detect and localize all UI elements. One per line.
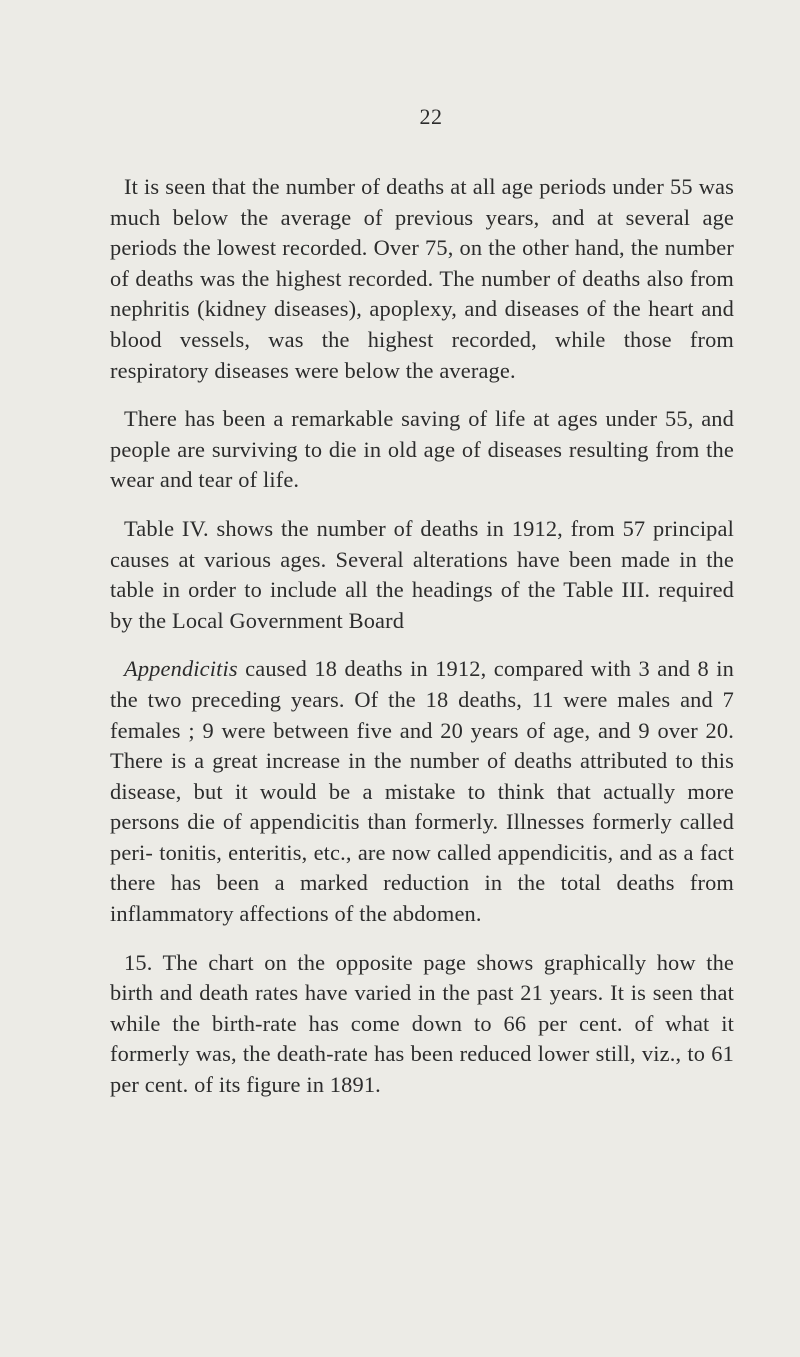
paragraph-text: 15. The chart on the opposite page shows graphically how the birth and death rates have varied in the past 21 years. It is seen that while the birth-rate has come down to 66 per cent. of what it formerly was, the death-rate has been reduced lower still, viz., to 61 per cent. of its figure in 1891. <box>110 949 734 1098</box>
paragraph-deaths-age-periods <box>110 172 734 386</box>
paragraph-text: caused 18 deaths in 1912, compared with 3 and 8 in the two preceding years. Of the 18 deaths, 11 were males and 7 females ; 9 were between five and 20 years of age, and 9 over 20. There is a great increase in the number of deaths attributed to this disease, but it would be a mistake to think that actually more persons die of appendicitis than formerly. Illnesses formerly called peri- tonitis, enteritis, etc., are now called appendicitis, and as a fact there has been a marked reduction in the total deaths from inflammatory affections of the abdomen. <box>110 656 734 927</box>
paragraph-saving-of-life <box>110 404 734 496</box>
paragraph-text: There has been a remarkable saving of life at ages under 55, and people are surviving to die in old age of diseases resulting from the wear and tear of life. <box>110 406 734 493</box>
paragraph-birth-death-rates <box>110 948 734 1101</box>
body-text <box>110 172 734 1101</box>
paragraph-appendicitis <box>110 654 734 929</box>
italic-lead-term: Appendicitis <box>124 656 238 682</box>
paragraph-text: Table IV. shows the number of deaths in 1912, from 57 principal causes at various ages. Several alterations have been made in the table in order to include all the headings of the Table III. required by the Local Government Board <box>110 515 734 633</box>
paragraph-text: It is seen that the number of deaths at all age periods under 55 was much below the average of previous years, and at several age periods the lowest recorded. Over 75, on the other hand, the number of deaths was the highest recorded. The number of deaths also from nephritis (kidney diseases), apoplexy, and diseases of the heart and blood vessels, was the highest recorded, while those from respiratory diseases were below the average. <box>110 174 734 383</box>
paragraph-table-iv <box>110 514 734 636</box>
page-number: 22 <box>419 104 443 129</box>
